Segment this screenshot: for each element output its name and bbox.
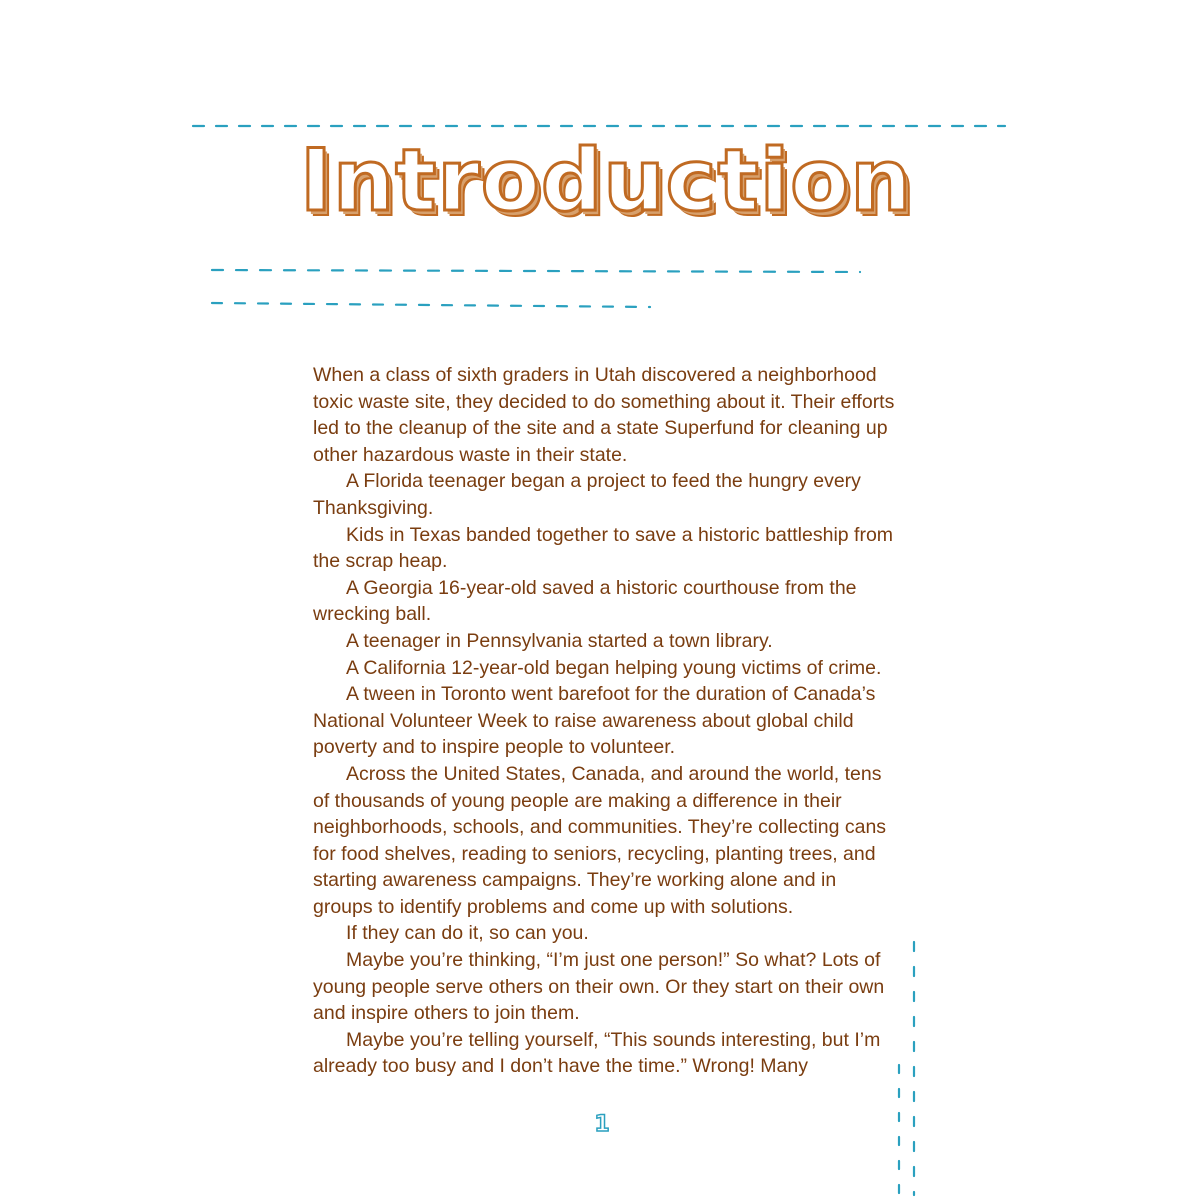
- paragraph: A teenager in Pennsylvania started a town library.: [346, 629, 773, 652]
- paragraph: Across the United States, Canada, and around the world, tens of thousands of young people are making a difference in their neighborhoods, schools, and communities. They’re collecting cans for food shelves, reading to seniors, recycling, planting trees, and starting awareness campaigns. They’re working alone and in groups to identify problems and come up with solutions.: [313, 762, 887, 918]
- paragraph: Kids in Texas banded together to save a historic battleship from the scrap heap.: [313, 523, 894, 573]
- body-text: [313, 362, 898, 1080]
- page-number: 1: [594, 1112, 610, 1137]
- paragraph: When a class of sixth graders in Utah discovered a neighborhood toxic waste site, they decided to do something about it. Their efforts led to the cleanup of the site and a state Superfund for cleaning up other hazardous waste in their state.: [313, 364, 895, 466]
- paragraph: A California 12-year-old began helping young victims of crime.: [346, 656, 882, 679]
- paragraph: Maybe you’re telling yourself, “This sounds interesting, but I’m already too busy and I don’t have the time.” Wrong! Many: [313, 1028, 881, 1078]
- page-title: Introduction: [300, 131, 913, 231]
- paragraph: A Georgia 16-year-old saved a historic courthouse from the wrecking ball.: [313, 576, 857, 626]
- paragraph: A Florida teenager began a project to feed the hungry every Thanksgiving.: [313, 470, 861, 519]
- paragraph: A tween in Toronto went barefoot for the duration of Canada’s National Volunteer Week to raise awareness about global child poverty and to inspire people to volunteer.: [313, 683, 876, 759]
- paragraph: If they can do it, so can you.: [346, 922, 589, 945]
- paragraph: Maybe you’re thinking, “I’m just one person!” So what? Lots of young people serve others on their own. Or they start on their own and inspire others to join them.: [313, 949, 885, 1025]
